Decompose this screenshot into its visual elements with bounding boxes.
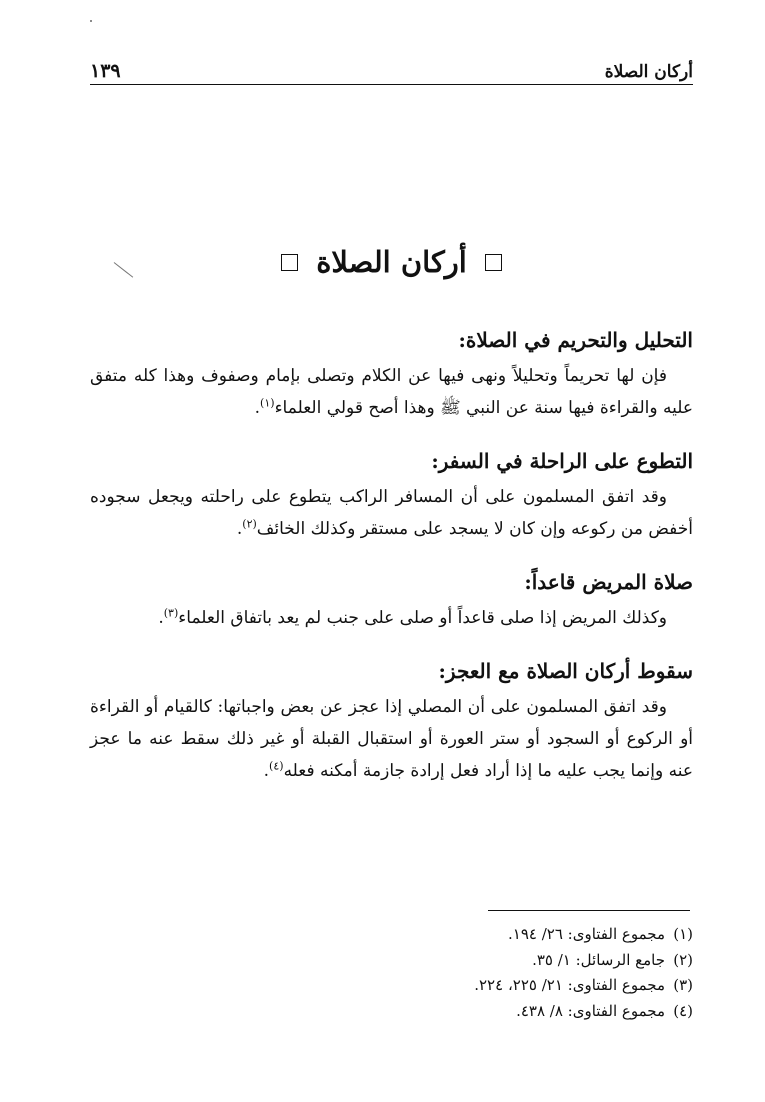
footnote: [474, 973, 693, 999]
running-header: [90, 52, 693, 82]
chapter-title-text: أركان الصلاة: [316, 245, 467, 279]
paragraph-text: وكذلك المريض إذا صلى قاعداً أو صلى على جنب لم يعد باتفاق العلماء: [178, 608, 667, 628]
square-ornament-icon: [485, 254, 502, 271]
square-ornament-icon: [281, 254, 298, 271]
footnote-number: (٢): [673, 950, 693, 969]
footnote: [474, 948, 693, 974]
running-title: أركان الصلاة: [604, 62, 693, 82]
section-paragraph: [90, 481, 693, 545]
footnote-reference[interactable]: (١): [260, 396, 275, 410]
footnote-text: مجموع الفتاوى: ٢٦/ ١٩٤.: [508, 925, 665, 943]
paragraph-text: فإن لها تحريماً وتحليلاً ونهى فيها عن الكلام وتصلى بإمام وصفوف وهذا كله متفق عليه والقراءة فيها سنة عن النبي ﷺ وهذا أصح قولي العلماء: [90, 366, 693, 418]
paragraph-end: .: [254, 398, 261, 418]
section: [90, 653, 693, 787]
section: [90, 443, 693, 545]
footnote-reference[interactable]: (٢): [242, 517, 257, 531]
ink-speck: [90, 20, 92, 22]
footnote-text: مجموع الفتاوى: ٢١/ ٢٢٥، ٢٢٤.: [474, 976, 665, 994]
page-number: ١٣٩: [90, 60, 121, 82]
section-paragraph: [90, 602, 693, 634]
footnote-reference[interactable]: (٣): [163, 606, 179, 620]
paragraph-text: وقد اتفق المسلمون على أن المسافر الراكب يتطوع على راحلته ويجعل سجوده أخفض من ركوعه وإن كان لا يسجد على مستقر وكذلك الخائف: [90, 487, 693, 539]
footnote-number: (١): [673, 925, 693, 943]
footnote-reference[interactable]: (٤): [269, 759, 284, 773]
paragraph-end: .: [263, 761, 270, 781]
section: [90, 322, 693, 424]
footnote-rule: [488, 910, 690, 911]
footnote-number: (٣): [673, 976, 693, 994]
footnotes: [474, 922, 693, 1024]
paragraph-end: .: [158, 608, 164, 628]
section-paragraph: [90, 691, 693, 787]
paragraph-end: .: [236, 519, 243, 539]
section-heading: التحليل والتحريم في الصلاة:: [458, 328, 693, 352]
header-rule: [90, 84, 693, 85]
footnote-text: جامع الرسائل: ١/ ٣٥.: [532, 950, 665, 969]
main-content: [90, 322, 693, 806]
section-heading: صلاة المريض قاعداً:: [524, 570, 693, 594]
section-paragraph: [90, 360, 693, 424]
section-heading: سقوط أركان الصلاة مع العجز:: [438, 659, 693, 683]
footnote: [474, 999, 693, 1025]
footnote: [474, 922, 693, 948]
section: [90, 564, 693, 634]
paragraph-text: وقد اتفق المسلمون على أن المصلي إذا عجز عن بعض واجباتها: كالقيام أو القراءة أو الركوع أو السجود أو ستر العورة أو استقبال القبلة أو غير ذلك سقط عنه ما عجز عنه وإنما يجب عليه ما إذا أراد فعل إرادة جازمة أمكنه فعله: [90, 697, 693, 781]
chapter-title: [90, 238, 693, 286]
section-heading: التطوع على الراحلة في السفر:: [431, 449, 693, 473]
footnote-number: (٤): [673, 1001, 693, 1020]
footnote-text: مجموع الفتاوى: ٨/ ٤٣٨.: [516, 1001, 665, 1020]
